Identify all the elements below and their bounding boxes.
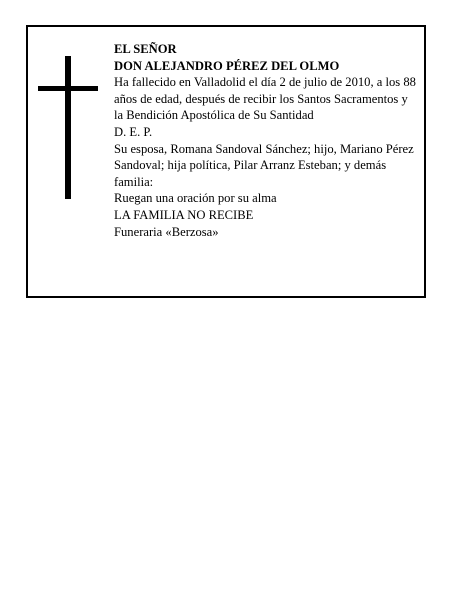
- death-announcement: Ha fallecido en Valladolid el día 2 de julio de 2010, a los 88 años de edad, después de recibir los Santos Sacramentos y la Bendición Apostólica de Su Santidad: [114, 75, 416, 123]
- cross-icon: [38, 56, 98, 199]
- notice-text: [114, 41, 418, 240]
- prayer-request: Ruegan una oración por su alma: [114, 191, 277, 206]
- obituary-notice: [26, 25, 426, 298]
- cross-horizontal-bar: [38, 86, 98, 91]
- family-note: LA FAMILIA NO RECIBE: [114, 207, 254, 222]
- family-mourners: Su esposa, Romana Sandoval Sánchez; hijo, Mariano Pérez Sandoval; hija política, Pilar Arranz Esteban; y demás familia:: [114, 141, 414, 189]
- rip-abbreviation: D. E. P.: [114, 124, 153, 139]
- deceased-name: DON ALEJANDRO PÉREZ DEL OLMO: [114, 58, 340, 73]
- title-line-1: EL SEÑOR: [114, 42, 177, 56]
- cross-vertical-bar: [65, 56, 71, 199]
- funeral-home: Funeraria «Berzosa»: [114, 224, 219, 239]
